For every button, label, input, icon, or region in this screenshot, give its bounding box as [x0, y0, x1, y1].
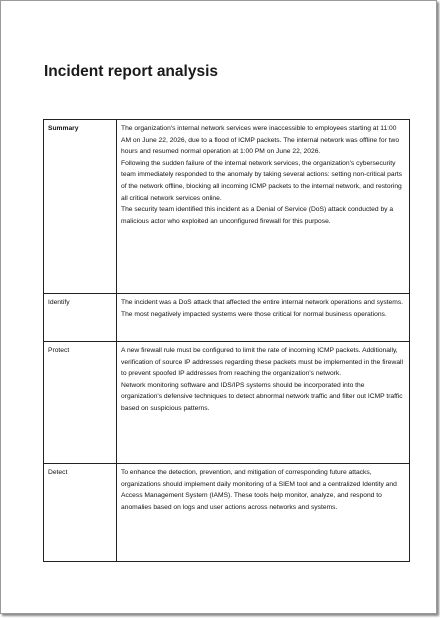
incident-report-table	[43, 119, 410, 562]
row-content-identify	[117, 294, 410, 342]
row-content-detect	[117, 464, 410, 562]
summary-paragraph: The organization's internal network services were inaccessible to employees starting at 11:00 AM on June 22, 2026, due to a flood of ICMP packets. The internal network was offline for two hours and resumed normal operation at 1:00 PM on June 22, 2026.	[121, 125, 400, 156]
row-content-protect	[117, 342, 410, 464]
table-row-protect	[44, 342, 410, 464]
row-label-detect: Detect	[44, 464, 117, 562]
detect-paragraph: To enhance the detection, prevention, and mitigation of corresponding future attacks, organizations should implement daily monitoring of a SIEM tool and a centralized Identity and Access Management System (IAMS). These tools help monitor, analyze, and respond to anomalies based on logs and user actions across networks and systems.	[121, 469, 397, 511]
document-title: Incident report analysis	[44, 63, 218, 80]
row-label-identify: Identify	[44, 294, 117, 342]
table-row-detect	[44, 464, 410, 562]
summary-paragraph: The security team identified this incident as a Denial of Service (DoS) attack conducted by a malicious actor who exploited an unconfigured firewall for this purpose.	[121, 206, 394, 225]
row-label-protect: Protect	[44, 342, 117, 464]
protect-paragraph: Network monitoring software and IDS/IPS systems should be incorporated into the organization's defensive techniques to detect abnormal network traffic and filter out ICMP traffic based on suspicious patterns.	[121, 381, 403, 412]
identify-paragraph: The incident was a DoS attack that affected the entire internal network operations and systems. The most negatively impacted systems were those critical for normal business operations.	[121, 299, 404, 318]
summary-paragraph: Following the sudden failure of the internal network services, the organization's cybersecurity team immediately responded to the anomaly by taking several actions: setting non-critical parts of the network offline, blocking all incoming ICMP packets to the internal network, and restoring all critical network services online.	[121, 159, 403, 202]
row-content-summary	[117, 120, 410, 294]
table-row-summary	[44, 120, 410, 294]
row-label-summary: Summary	[44, 120, 117, 294]
table-row-identify	[44, 294, 410, 342]
protect-paragraph: A new firewall rule must be configured to limit the rate of incoming ICMP packets. Additionally, verification of source IP addresses regarding these packets must be implemented in the firewall to prevent spoofed IP addresses from reaching the organization's network.	[121, 347, 404, 378]
